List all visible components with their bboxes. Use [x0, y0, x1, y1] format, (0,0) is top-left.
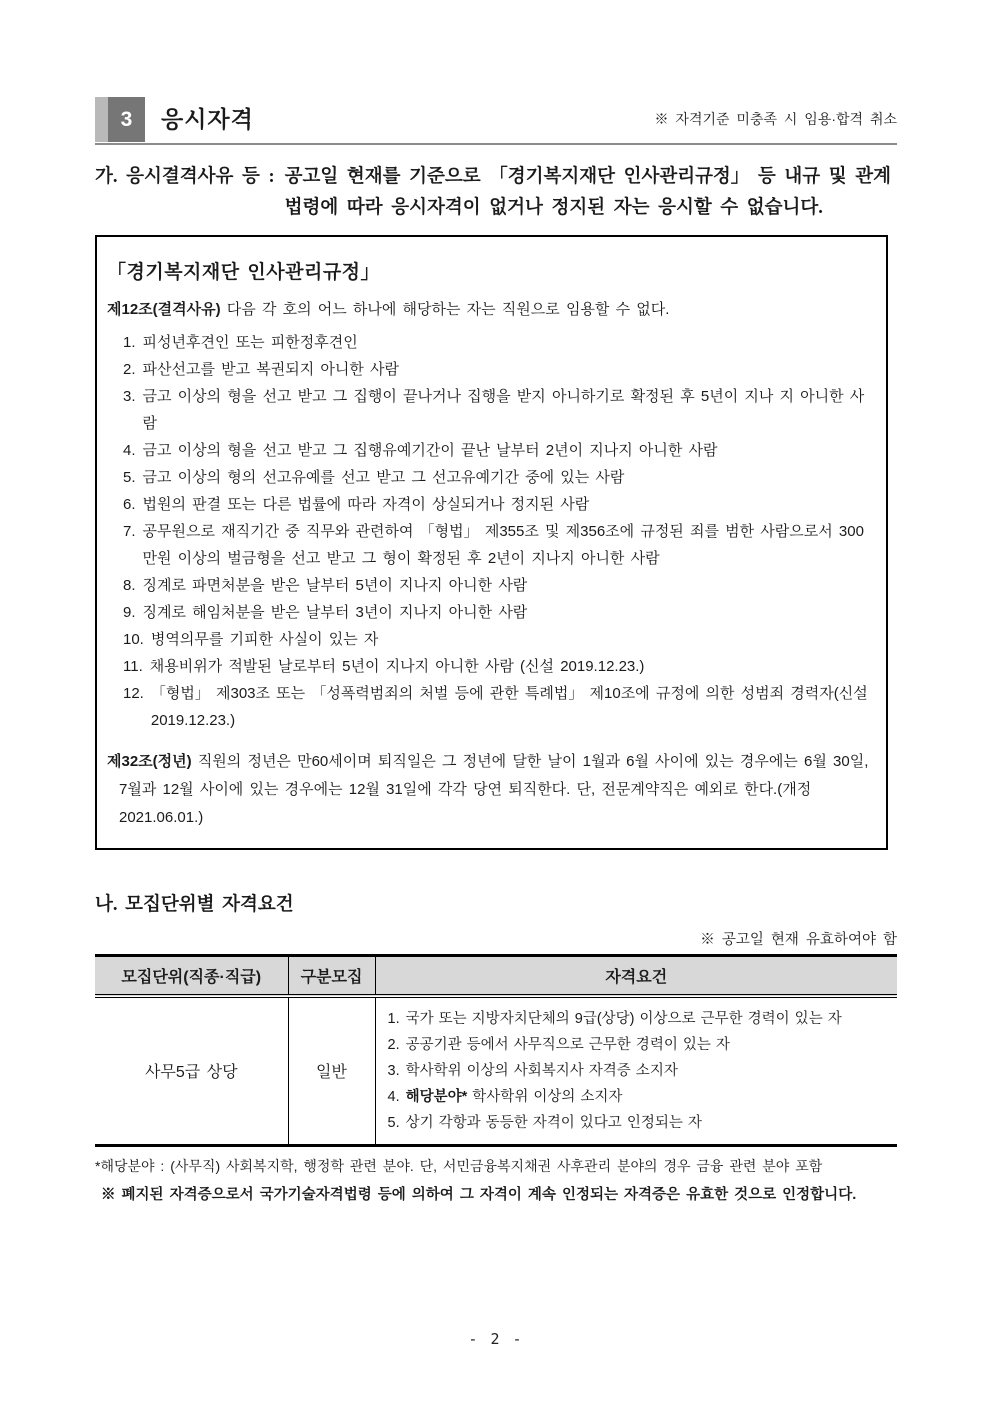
table-row	[95, 996, 897, 1146]
section-title: 응시자격	[161, 106, 254, 132]
paragraph-ga-body	[285, 162, 897, 224]
item-plain-text: 공공기관 등에서 사무직으로 근무한 경력이 있는 자	[405, 1036, 730, 1053]
item-number: 10.	[123, 631, 144, 648]
regulation-box	[95, 235, 888, 850]
item-text: 금고 이상의 형을 선고 받고 그 집행유예기간이 끝난 날부터 2년이 지나지 아니한 사람	[142, 442, 718, 459]
item-text: 금고 이상의 형의 선고유예를 선고 받고 그 선고유예기간 중에 있는 사람	[142, 469, 625, 486]
list-item	[123, 383, 870, 437]
qualification-table	[95, 954, 897, 1147]
item-number: 2.	[123, 361, 136, 378]
item-number: 1.	[123, 334, 136, 351]
cell-recruit-unit: 사무5급 상당	[95, 996, 288, 1146]
regulation-title: 「경기복지재단 인사관리규정」	[107, 262, 381, 283]
item-number: 3.	[123, 388, 136, 405]
item-text	[406, 1058, 678, 1084]
badge-shadow-bar	[95, 97, 108, 142]
item-text: 법원의 판결 또는 다른 법률에 따라 자격이 상실되거나 정지된 사람	[142, 496, 590, 513]
page-number: - 2 -	[468, 1330, 524, 1348]
item-text: 「형법」 제303조 또는 「성폭력범죄의 처벌 등에 관한 특례법」 제10조에 규정에 의한 성범죄 경력자(신설 2019.12.23.)	[150, 685, 868, 729]
list-item	[123, 680, 870, 734]
section-number: 3	[108, 97, 145, 142]
page-content	[95, 97, 897, 1204]
section-number-badge	[95, 97, 145, 142]
list-item	[123, 572, 870, 599]
item-number: 12.	[123, 685, 144, 702]
column-header-category: 구분모집	[288, 956, 375, 996]
paragraph-ga-line1: 공고일 현재를 기준으로 「경기복지재단 인사관리규정」 등 내규 및 관계	[284, 167, 892, 187]
item-text	[406, 1032, 730, 1058]
column-header-qualification: 자격요건	[375, 956, 897, 996]
item-number: 2.	[387, 1036, 400, 1053]
paragraph-ga	[95, 162, 897, 224]
column-header-unit: 모집단위(직종·직급)	[95, 956, 288, 996]
list-item	[123, 464, 870, 491]
table-header-row	[95, 956, 897, 996]
disqualification-list	[123, 329, 870, 734]
item-number: 6.	[123, 496, 136, 513]
item-text: 공무원으로 재직기간 중 직무와 관련하여 「형법」 제355조 및 제356조에 규정된 죄를 범한 사람으로서 300만원 이상의 벌금형을 선고 받고 그 형이 확정된 후 2년이 지나지 아니한 사람	[142, 523, 864, 567]
item-text: 금고 이상의 형을 선고 받고 그 집행이 끝나거나 집행을 받지 아니하기로 확정된 후 5년이 지나 지 아니한 사람	[142, 388, 865, 432]
item-plain-text: 상기 각항과 동등한 자격이 있다고 인정되는 자	[405, 1114, 702, 1131]
section-header-note: ※ 자격기준 미충족 시 임용·합격 취소	[654, 111, 897, 127]
list-item	[123, 491, 870, 518]
item-plain-text: 학사학위 이상의 사회복지사 자격증 소지자	[405, 1062, 678, 1079]
item-plain-text: 국가 또는 지방자치단체의 9급(상당) 이상으로 근무한 경력이 있는 자	[405, 1010, 842, 1027]
item-number: 7.	[123, 523, 136, 540]
section-na-title: 나. 모집단위별 자격요건	[95, 895, 294, 915]
article-32-label: 제32조(정년)	[107, 753, 192, 770]
list-item	[123, 437, 870, 464]
list-item	[123, 599, 870, 626]
list-item	[123, 329, 870, 356]
section-header	[95, 97, 897, 145]
item-text: 병역의무를 기피한 사실이 있는 자	[150, 631, 379, 648]
item-number: 3.	[387, 1062, 400, 1079]
item-number: 11.	[123, 658, 143, 675]
section-na-note: ※ 공고일 현재 유효하여야 함	[700, 932, 897, 948]
qualification-item	[388, 1110, 892, 1136]
qualification-item	[388, 1006, 892, 1032]
item-number: 5.	[123, 469, 136, 486]
item-text: 파산선고를 받고 복권되지 아니한 사람	[142, 361, 400, 378]
item-number: 4.	[387, 1088, 400, 1105]
item-number: 5.	[387, 1114, 400, 1131]
qualification-item	[388, 1032, 892, 1058]
item-text: 피성년후견인 또는 피한정후견인	[142, 334, 358, 351]
item-number: 9.	[123, 604, 136, 621]
footnote-field-definition: *해당분야 : (사무직) 사회복지학, 행정학 관련 분야. 단, 서민금융복지채권 사후관리 분야의 경우 금융 관련 분야 포함	[95, 1157, 823, 1174]
item-text	[406, 1110, 702, 1136]
footnote-certificate-note: ※ 폐지된 자격증으로서 국가기술자격법령 등에 의하여 그 자격이 계속 인정되는 자격증은 유효한 것으로 인정합니다.	[101, 1186, 857, 1203]
cell-category: 일반	[288, 996, 375, 1146]
qualification-item	[388, 1084, 892, 1110]
item-text: 채용비위가 적발된 날로부터 5년이 지나지 아니한 사람 (신설 2019.12.23.)	[149, 658, 645, 675]
item-text: 징계로 파면처분을 받은 날부터 5년이 지나지 아니한 사람	[142, 577, 528, 594]
list-item	[123, 356, 870, 383]
qualification-item	[388, 1058, 892, 1084]
article-32	[107, 748, 870, 832]
list-item	[123, 653, 870, 680]
item-text	[406, 1084, 623, 1110]
item-bold-text: 해당분야*	[405, 1088, 468, 1105]
list-item	[123, 518, 870, 572]
article-32-text: 직원의 정년은 만60세이며 퇴직일은 그 정년에 달한 날이 1월과 6월 사이에 있는 경우에는 6월 30일, 7월과 12월 사이에 있는 경우에는 12월 31일에 각각 당연 퇴직한다. 단, 전문계약직은 예외로 한다.(개정 2021.06.01.)	[119, 753, 869, 826]
item-number: 8.	[123, 577, 136, 594]
cell-qualifications	[375, 996, 897, 1146]
item-number: 4.	[123, 442, 136, 459]
item-text	[406, 1006, 842, 1032]
item-text: 징계로 해임처분을 받은 날부터 3년이 지나지 아니한 사람	[142, 604, 528, 621]
item-number: 1.	[387, 1010, 400, 1027]
paragraph-ga-label: 가. 응시결격사유 등 :	[95, 167, 275, 187]
item-plain-text: 학사학위 이상의 소지자	[467, 1088, 623, 1105]
article-12-text: 다음 각 호의 어느 하나에 해당하는 자는 직원으로 임용할 수 없다.	[226, 301, 670, 318]
paragraph-ga-line2: 법령에 따라 응시자격이 없거나 정지된 자는 응시할 수 없습니다.	[284, 198, 823, 218]
article-12	[107, 298, 870, 322]
article-12-label: 제12조(결격사유)	[107, 301, 221, 318]
list-item	[123, 626, 870, 653]
